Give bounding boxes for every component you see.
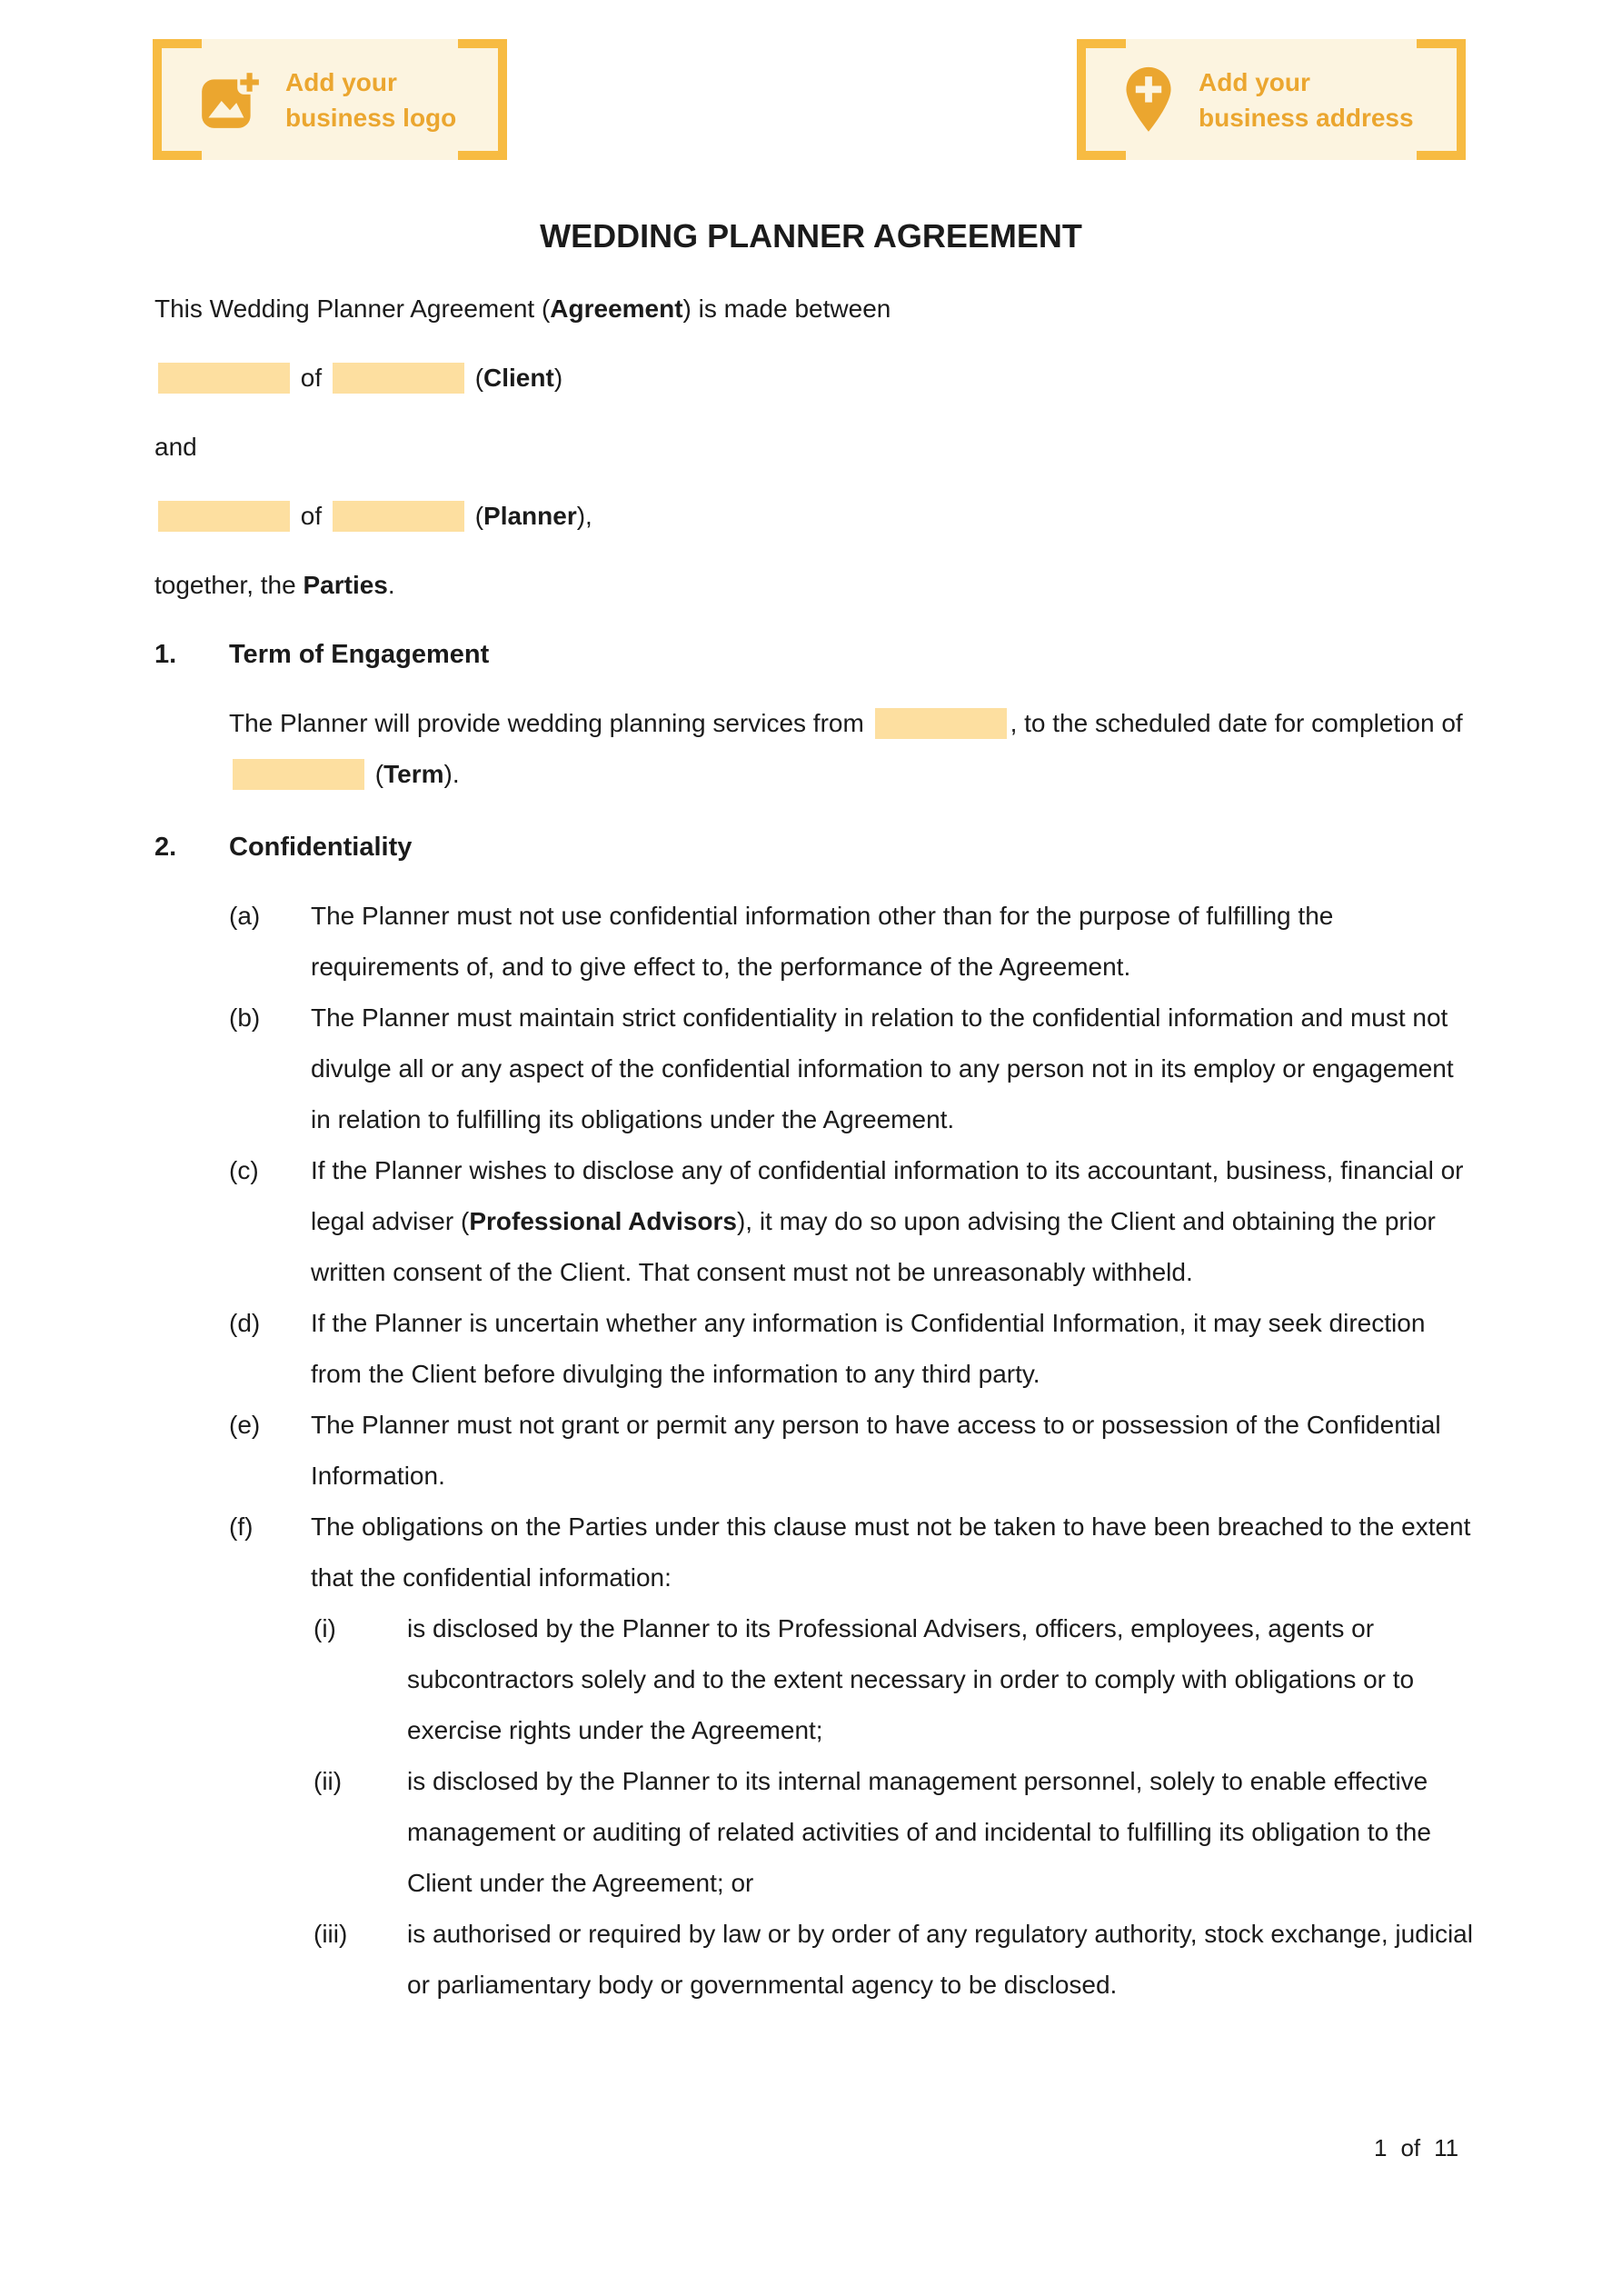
clause-text	[311, 1145, 1478, 1298]
section-number: 2.	[154, 833, 177, 862]
page-number-footer	[1374, 2134, 1458, 2161]
subclause-ii	[154, 1756, 1478, 1909]
clause-a	[154, 891, 1478, 993]
agreement-term: Agreement	[550, 294, 683, 323]
add-address-label-line2: business address	[1199, 103, 1414, 132]
placeholder-client-address[interactable]	[333, 363, 464, 394]
clause-text: The Planner must maintain strict confidentiality in relation to the confidential information and must not divulge all or any aspect of the confidential information to any person not in its employ or engagement in relation to fulfilling its obligations under the Agreement.	[311, 1003, 1454, 1133]
page-total: 11	[1434, 2134, 1459, 2161]
clause-c-text-2: ), it may do so upon advising the Client and obtaining the prior written consent of the Client. That consent must not be unreasonably withheld.	[311, 1207, 1436, 1286]
term-term: Term	[383, 760, 444, 788]
subclause-text: is authorised or required by law or by order of any regulatory authority, stock exchange, judicial or parliamentary body or governmental agency to be disclosed.	[407, 1920, 1473, 1999]
header	[0, 0, 1622, 160]
professional-advisors-term: Professional Advisors	[469, 1207, 737, 1235]
together-period: .	[387, 571, 395, 599]
subclause-text: is disclosed by the Planner to its internal management personnel, solely to enable effective management or auditing of related activities of and incidental to fulfilling its obligation to the Client under the Agreement; or	[407, 1767, 1431, 1897]
clause-text: If the Planner is uncertain whether any information is Confidential Information, it may seek direction from the Client before divulging the information to any third party.	[311, 1309, 1426, 1388]
client-line	[154, 353, 1478, 404]
subclause-marker: (iii)	[313, 1920, 348, 1948]
placeholder-planner-name[interactable]	[158, 501, 290, 532]
clause-marker: (d)	[229, 1309, 261, 1337]
client-open-paren: (	[474, 364, 484, 392]
clause-e	[154, 1400, 1478, 1502]
clause-c	[154, 1145, 1478, 1298]
intro-text: This Wedding Planner Agreement (	[154, 294, 551, 323]
clause-marker: (c)	[229, 1156, 259, 1184]
clause-text: The Planner must not use confidential information other than for the purpose of fulfilling the requirements of, and to give effect to, the performance of the Agreement.	[311, 902, 1334, 981]
clause-text: The obligations on the Parties under this clause must not be taken to have been breached to the extent that the confidential information:	[311, 1512, 1471, 1592]
add-business-logo-button[interactable]	[153, 39, 507, 160]
page-number: 1	[1374, 2134, 1388, 2161]
term-text-4: ).	[443, 760, 460, 788]
clause-marker: (f)	[229, 1512, 254, 1541]
section-heading-term-of-engagement	[154, 629, 1478, 680]
together-text: together, the	[154, 571, 304, 599]
planner-close-paren: ),	[576, 502, 592, 530]
and-line: and	[154, 433, 197, 461]
placeholder-planner-address[interactable]	[333, 501, 464, 532]
add-image-icon	[196, 66, 264, 134]
planner-open-paren: (	[474, 502, 484, 530]
parties-term: Parties	[303, 571, 388, 599]
term-text-2: , to the scheduled date for completion of	[1010, 709, 1463, 737]
planner-of-text: of	[300, 502, 323, 530]
clause-c-text-1: If the Planner wishes to disclose any of confidential information to its accountant, business, financial or legal adviser (	[311, 1156, 1464, 1235]
subclause-marker: (i)	[313, 1614, 336, 1642]
section-title: Term of Engagement	[229, 640, 490, 669]
planner-term: Planner	[483, 502, 577, 530]
page-of-label: of	[1400, 2134, 1421, 2161]
subclause-text: is disclosed by the Planner to its Professional Advisers, officers, employees, agents or subcontractors solely and to the extent necessary in order to comply with obligations or to exercise rights under the Agreement;	[407, 1614, 1415, 1744]
term-text-3: (	[368, 760, 384, 788]
subclause-iii	[154, 1909, 1478, 2011]
term-of-engagement-paragraph	[229, 698, 1478, 800]
document-title: WEDDING PLANNER AGREEMENT	[540, 217, 1082, 255]
add-address-label-line1: Add your	[1199, 67, 1310, 96]
planner-line	[154, 491, 1478, 542]
client-of-text: of	[300, 364, 323, 392]
clause-marker: (a)	[229, 902, 261, 930]
add-location-icon	[1120, 65, 1177, 135]
clause-marker: (e)	[229, 1411, 261, 1439]
placeholder-client-name[interactable]	[158, 363, 290, 394]
intro-text-end: ) is made between	[682, 294, 891, 323]
document-body	[154, 284, 1478, 2011]
add-logo-label-line2: business logo	[285, 103, 457, 132]
intro-paragraph	[154, 284, 1478, 334]
section-number: 1.	[154, 640, 177, 669]
add-business-address-button[interactable]	[1077, 39, 1466, 160]
placeholder-start-date[interactable]	[875, 708, 1007, 739]
clause-d	[154, 1298, 1478, 1400]
clause-marker: (b)	[229, 1003, 261, 1032]
client-close-paren: )	[553, 364, 563, 392]
add-address-label	[1199, 65, 1414, 135]
subclause-marker: (ii)	[313, 1767, 343, 1795]
add-logo-label-line1: Add your	[285, 67, 397, 96]
clause-text: The Planner must not grant or permit any person to have access to or possession of the Confidential Information.	[311, 1411, 1441, 1490]
together-line	[154, 560, 1478, 611]
clause-b	[154, 993, 1478, 1145]
placeholder-completion-date[interactable]	[233, 759, 364, 790]
section-title: Confidentiality	[229, 833, 413, 862]
client-term: Client	[483, 364, 554, 392]
subclause-i	[154, 1603, 1478, 1756]
term-text-1: The Planner will provide wedding planning services from	[229, 709, 871, 737]
clause-f	[154, 1502, 1478, 1603]
add-logo-label	[285, 65, 456, 135]
section-heading-confidentiality	[154, 822, 1478, 873]
